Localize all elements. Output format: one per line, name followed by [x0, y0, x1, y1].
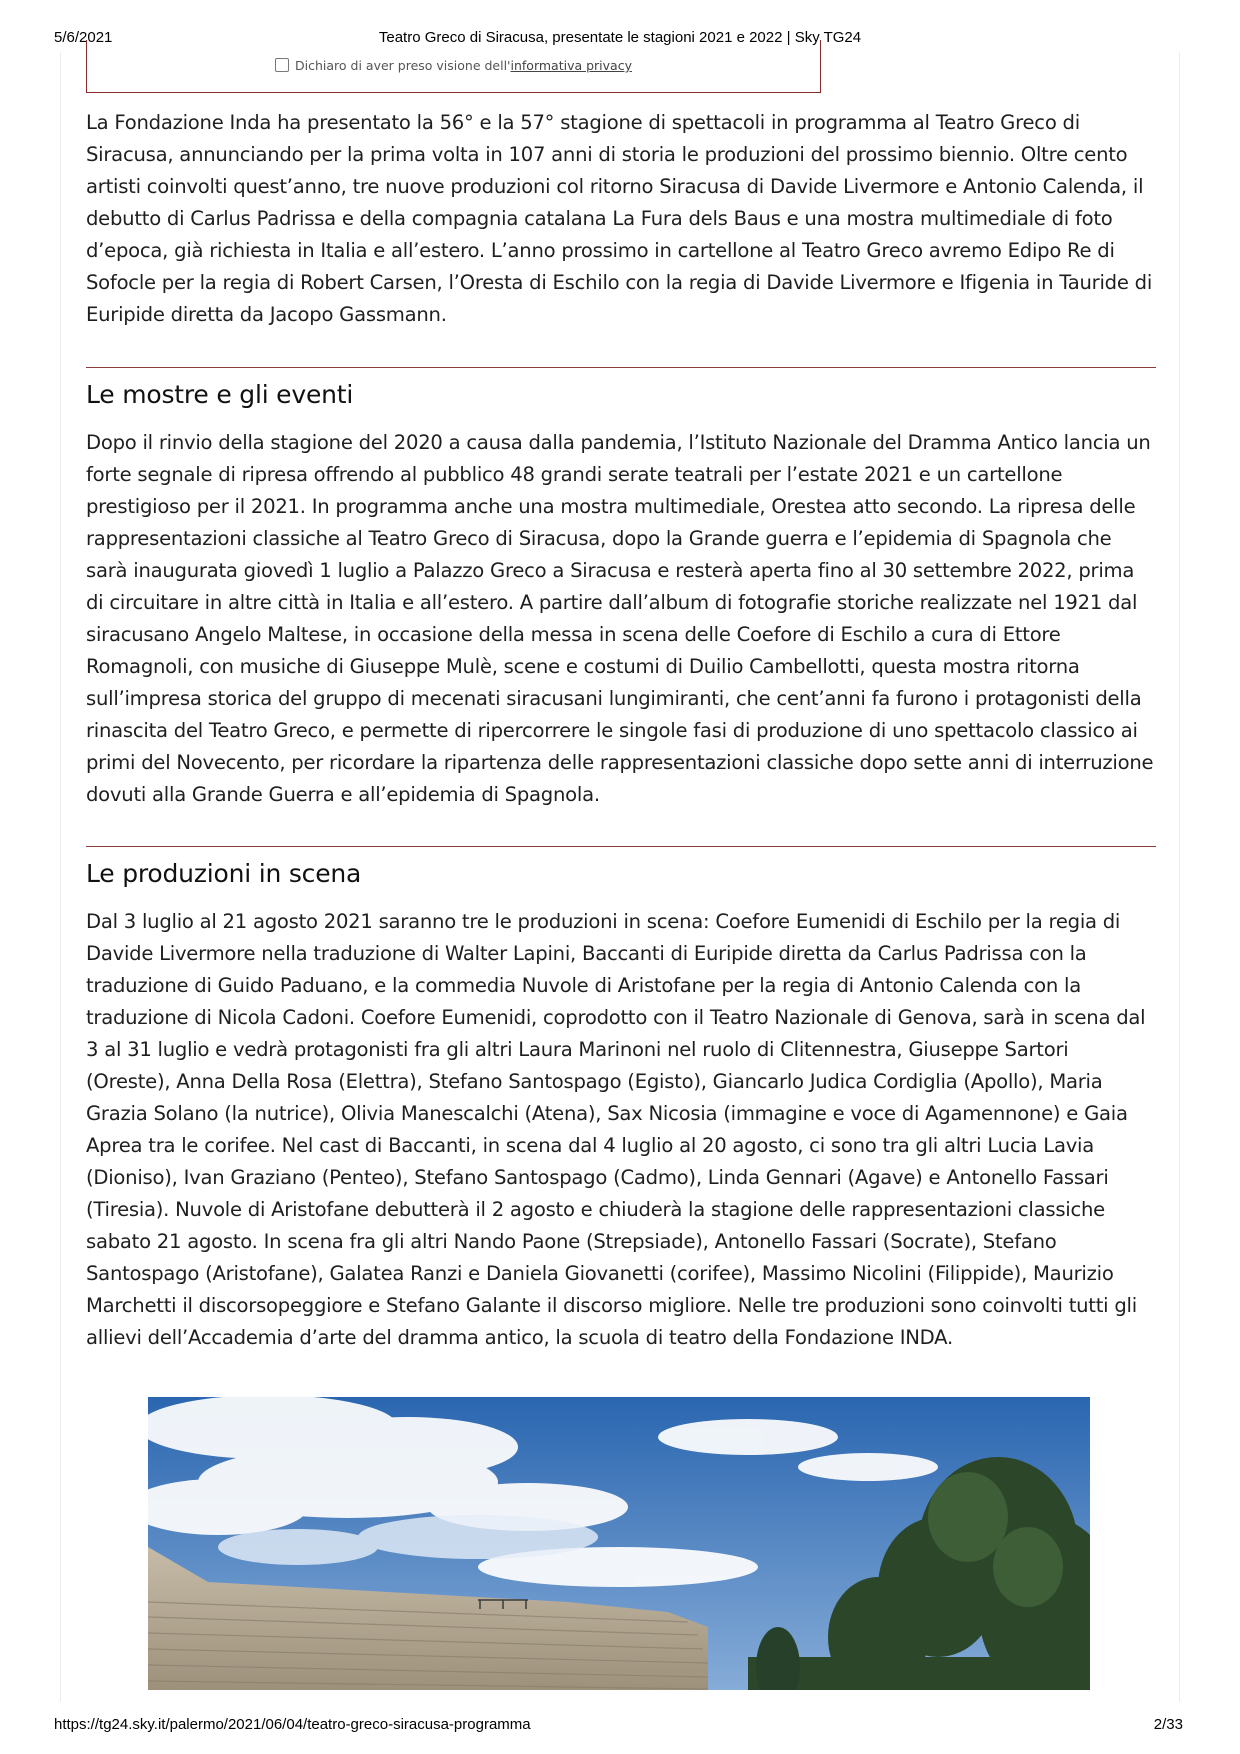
article-photo-teatro-greco: [148, 1397, 1090, 1690]
section-paragraph: Dal 3 luglio al 21 agosto 2021 saranno tre le produzioni in scena: Coefore Eumenidi di Eschilo per la regia di Davide Livermore nella traduzione di Walter Lapini, Baccanti di Euripide diretta da Carlus Padrissa con la traduzione di Guido Paduano, e la commedia Nuvole di Aristofane per la regia di Antonio Calenda con la traduzione di Nicola Cadoni. Coefore Eumenidi, coprodotto con il Teatro Nazionale di Genova, sarà in scena dal 3 al 31 luglio e vedrà protagonisti fra gli altri Laura Marinoni nel ruolo di Clitennestra, Giuseppe Sartori (Oreste), Anna Della Rosa (Elettra), Stefano Santospago (Egisto), Giancarlo Judica Cordiglia (Apollo), Maria Grazia Solano (la nutrice), Olivia Manescalchi (Atena), Sax Nicosia (immagine e voce di Agamennone) e Gaia Aprea tra le corifee. Nel cast di Baccanti, in scena dal 4 luglio al 20 agosto, ci sono tra gli altri Lucia Lavia (Dioniso), Ivan Graziano (Penteo), Stefano Santospago (Cadmo), Linda Gennari (Agave) e Antonello Fassari (Tiresia). Nuvole di Aristofane debutterà il 2 agosto e chiuderà la stagione delle rappresentazioni classiche sabato 21 agosto. In scena fra gli altri Nando Paone (Strepsiade), Antonello Fassari (Socrate), Stefano Santospago (Aristofane), Galatea Ranzi e Daniela Giovanetti (corifee), Massimo Nicolini (Filippide), Maurizio Marchetti il discorsopeggiore e Stefano Galante il discorso migliore. Nelle tre produzioni sono coinvolti tutti gli allievi dell’Accademia d’arte del dramma antico, la scuola di teatro della Fondazione INDA.: [86, 910, 1146, 1349]
print-page-number: 2/33: [1153, 1716, 1183, 1733]
section-paragraph: Dopo il rinvio della stagione del 2020 a causa dalla pandemia, l’Istituto Nazionale del Dramma Antico lancia un forte segnale di ripresa offrendo al pubblico 48 grandi serate teatrali per l’estate 2021 e un cartellone prestigioso per il 2021. In programma anche una mostra multimediale, Orestea atto secondo. La ripresa delle rappresentazioni classiche al Teatro Greco di Siracusa, dopo la Grande guerra e l’epidemia di Spagnola che sarà inaugurata giovedì 1 luglio a Palazzo Greco a Siracusa e resterà aperta fino al 30 settembre 2022, prima di circuitare in altre città in Italia e all’estero. A partire dall’album di fotografie storiche realizzate nel 1921 dal siracusano Angelo Maltese, in occasione della messa in scena delle Coefore di Eschilo a cura di Ettore Romagnoli, con musiche di Giuseppe Mulè, scene e costumi di Duilio Cambellotti, questa mostra ritorna sull’impresa storica del gruppo di mecenati siracusani lungimiranti, che cent’anni fa furono i protagonisti della rinascita del Teatro Greco, e permette di ripercorrere le singole fasi di produzione di uno spettacolo classico ai primi del Novecento, per ricordare la ripartenza delle rappresentazioni classiche dopo sette anni di interruzione dovuti alla Grande Guerra e all’epidemia di Spagnola.: [86, 431, 1154, 806]
section-heading-produzioni: Le produzioni in scena: [86, 859, 362, 888]
section-body-mostre: [86, 427, 1156, 811]
print-date: 5/6/2021: [54, 29, 113, 46]
section-body-produzioni: [86, 906, 1156, 1354]
privacy-policy-link[interactable]: informativa privacy: [510, 58, 632, 73]
checkbox-icon[interactable]: [275, 58, 289, 72]
section-divider: [86, 367, 1156, 368]
article-intro: [86, 107, 1156, 331]
intro-paragraph: La Fondazione Inda ha presentato la 56° e la 57° stagione di spettacoli in programma al Teatro Greco di Siracusa, annunciando per la prima volta in 107 anni di storia le produzioni del prossimo biennio. Oltre cento artisti coinvolti quest’anno, tre nuove produzioni col ritorno Siracusa di Davide Livermore e Antonio Calenda, il debutto di Carlus Padrissa e della compagnia catalana La Fura dels Baus e una mostra multimediale di foto d’epoca, già richiesta in Italia e all’estero. L’anno prossimo in cartellone al Teatro Greco avremo Edipo Re di Sofocle per la regia di Robert Carsen, l’Oresta di Eschilo con la regia di Davide Livermore e Ifigenia in Tauride di Euripide diretta da Jacopo Gassmann.: [86, 111, 1153, 326]
privacy-consent-row: [87, 58, 820, 73]
theatre-photo-illustration: [148, 1397, 1090, 1690]
privacy-consent-label: Dichiaro di aver preso visione dell': [295, 58, 511, 73]
newsletter-box: [86, 40, 821, 93]
print-footer: [0, 1716, 1240, 1736]
section-divider: [86, 846, 1156, 847]
print-page-title: Teatro Greco di Siracusa, presentate le stagioni 2021 e 2022 | Sky TG24: [378, 29, 862, 46]
section-heading-mostre: Le mostre e gli eventi: [86, 380, 354, 409]
print-url: https://tg24.sky.it/palermo/2021/06/04/teatro-greco-siracusa-programma: [54, 1716, 531, 1733]
